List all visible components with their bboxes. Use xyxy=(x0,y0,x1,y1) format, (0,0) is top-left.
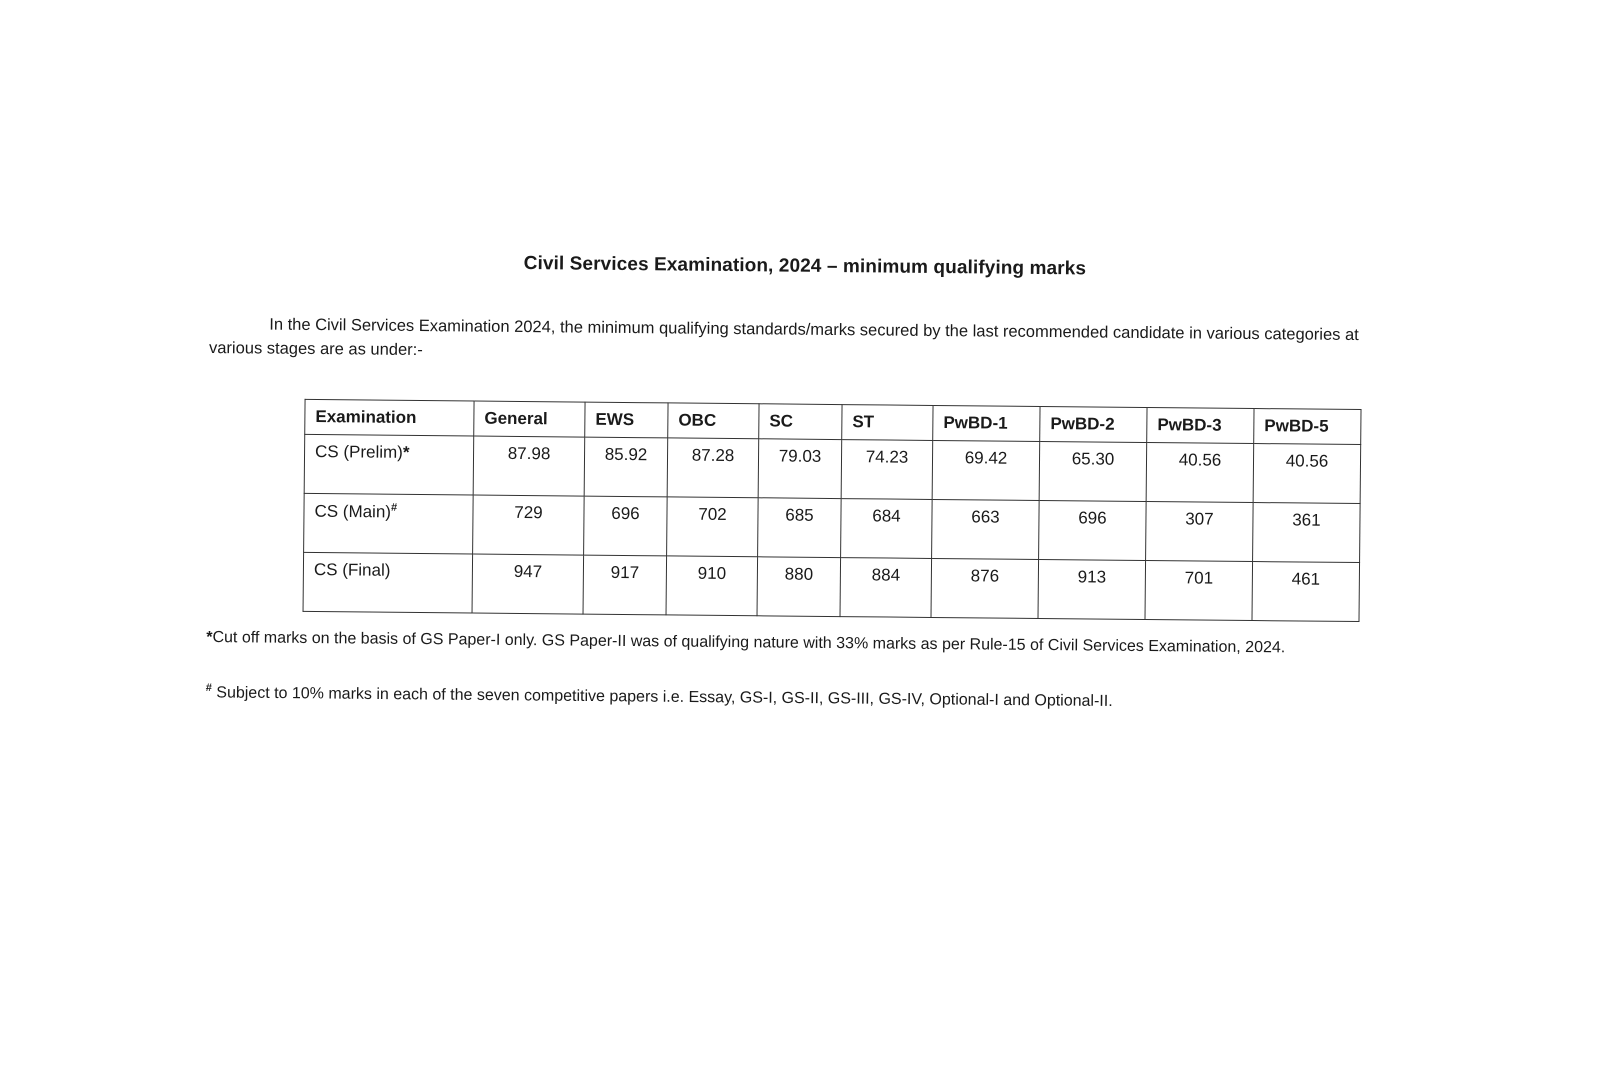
header-general: General xyxy=(474,401,585,437)
header-pwbd-3: PwBD-3 xyxy=(1147,408,1254,444)
value-cell: 361 xyxy=(1253,503,1361,563)
exam-label: CS (Final) xyxy=(313,560,391,580)
value-cell: 913 xyxy=(1038,559,1146,619)
value-cell: 79.03 xyxy=(758,439,842,499)
header-ews: EWS xyxy=(585,402,668,438)
exam-cell xyxy=(303,552,473,613)
value-cell: 884 xyxy=(840,558,932,618)
value-cell: 702 xyxy=(667,497,759,557)
header-examination: Examination xyxy=(305,399,474,436)
footnote-marker: * xyxy=(402,442,410,462)
table-row xyxy=(303,552,1360,621)
value-cell: 947 xyxy=(472,554,584,614)
footnote-main xyxy=(206,677,1386,716)
header-sc: SC xyxy=(759,404,842,440)
footnote-text: Subject to 10% marks in each of the seven competitive papers i.e. Essay, GS-I, GS-II, GS-III, GS-IV, Optional-I and Optional-II. xyxy=(211,684,1113,711)
exam-cell xyxy=(304,493,474,554)
exam-label: CS (Main) xyxy=(314,501,392,522)
value-cell: 685 xyxy=(758,498,842,558)
value-cell: 880 xyxy=(757,557,841,617)
footnote-marker: * xyxy=(206,628,213,647)
value-cell: 87.98 xyxy=(473,436,585,496)
exam-label: CS (Prelim) xyxy=(314,442,404,462)
footnote-text: Cut off marks on the basis of GS Paper-I only. GS Paper-II was of qualifying nature with 33% marks as per Rule-15 of Civil Services Examination, 2024. xyxy=(212,629,1286,657)
value-cell: 684 xyxy=(841,499,933,559)
table-container xyxy=(303,399,1389,622)
qualifying-marks-table xyxy=(303,399,1362,622)
value-cell: 87.28 xyxy=(667,438,759,498)
document-title: Civil Services Examination, 2024 – minimum qualifying marks xyxy=(523,253,1087,280)
value-cell: 307 xyxy=(1146,501,1254,561)
header-pwbd-5: PwBD-5 xyxy=(1254,409,1361,445)
value-cell: 74.23 xyxy=(841,440,933,500)
document xyxy=(206,250,1390,716)
table-row xyxy=(304,434,1361,503)
value-cell: 40.56 xyxy=(1146,443,1254,503)
value-cell: 696 xyxy=(1039,500,1147,560)
footnote-prelim xyxy=(206,627,1386,660)
value-cell: 910 xyxy=(666,556,758,616)
exam-cell xyxy=(304,434,474,495)
value-cell: 729 xyxy=(473,495,585,555)
value-cell: 696 xyxy=(584,496,668,556)
value-cell: 40.56 xyxy=(1253,444,1361,504)
footnote-marker: # xyxy=(390,501,398,514)
value-cell: 461 xyxy=(1252,562,1360,622)
footnote-marker: # xyxy=(205,681,212,695)
value-cell: 917 xyxy=(583,555,667,615)
value-cell: 85.92 xyxy=(584,437,668,497)
header-obc: OBC xyxy=(668,403,759,439)
value-cell: 876 xyxy=(931,558,1039,618)
value-cell: 65.30 xyxy=(1039,441,1147,501)
header-pwbd-1: PwBD-1 xyxy=(933,405,1040,441)
table-row xyxy=(304,493,1361,562)
value-cell: 701 xyxy=(1145,560,1253,620)
header-st: ST xyxy=(842,405,933,441)
value-cell: 69.42 xyxy=(932,440,1040,500)
header-pwbd-2: PwBD-2 xyxy=(1040,406,1147,442)
value-cell: 663 xyxy=(932,499,1040,559)
intro-paragraph: In the Civil Services Examination 2024, the minimum qualifying standards/marks secured by the last recommended candidate in various categories at various stages are as under:- xyxy=(208,315,1359,360)
